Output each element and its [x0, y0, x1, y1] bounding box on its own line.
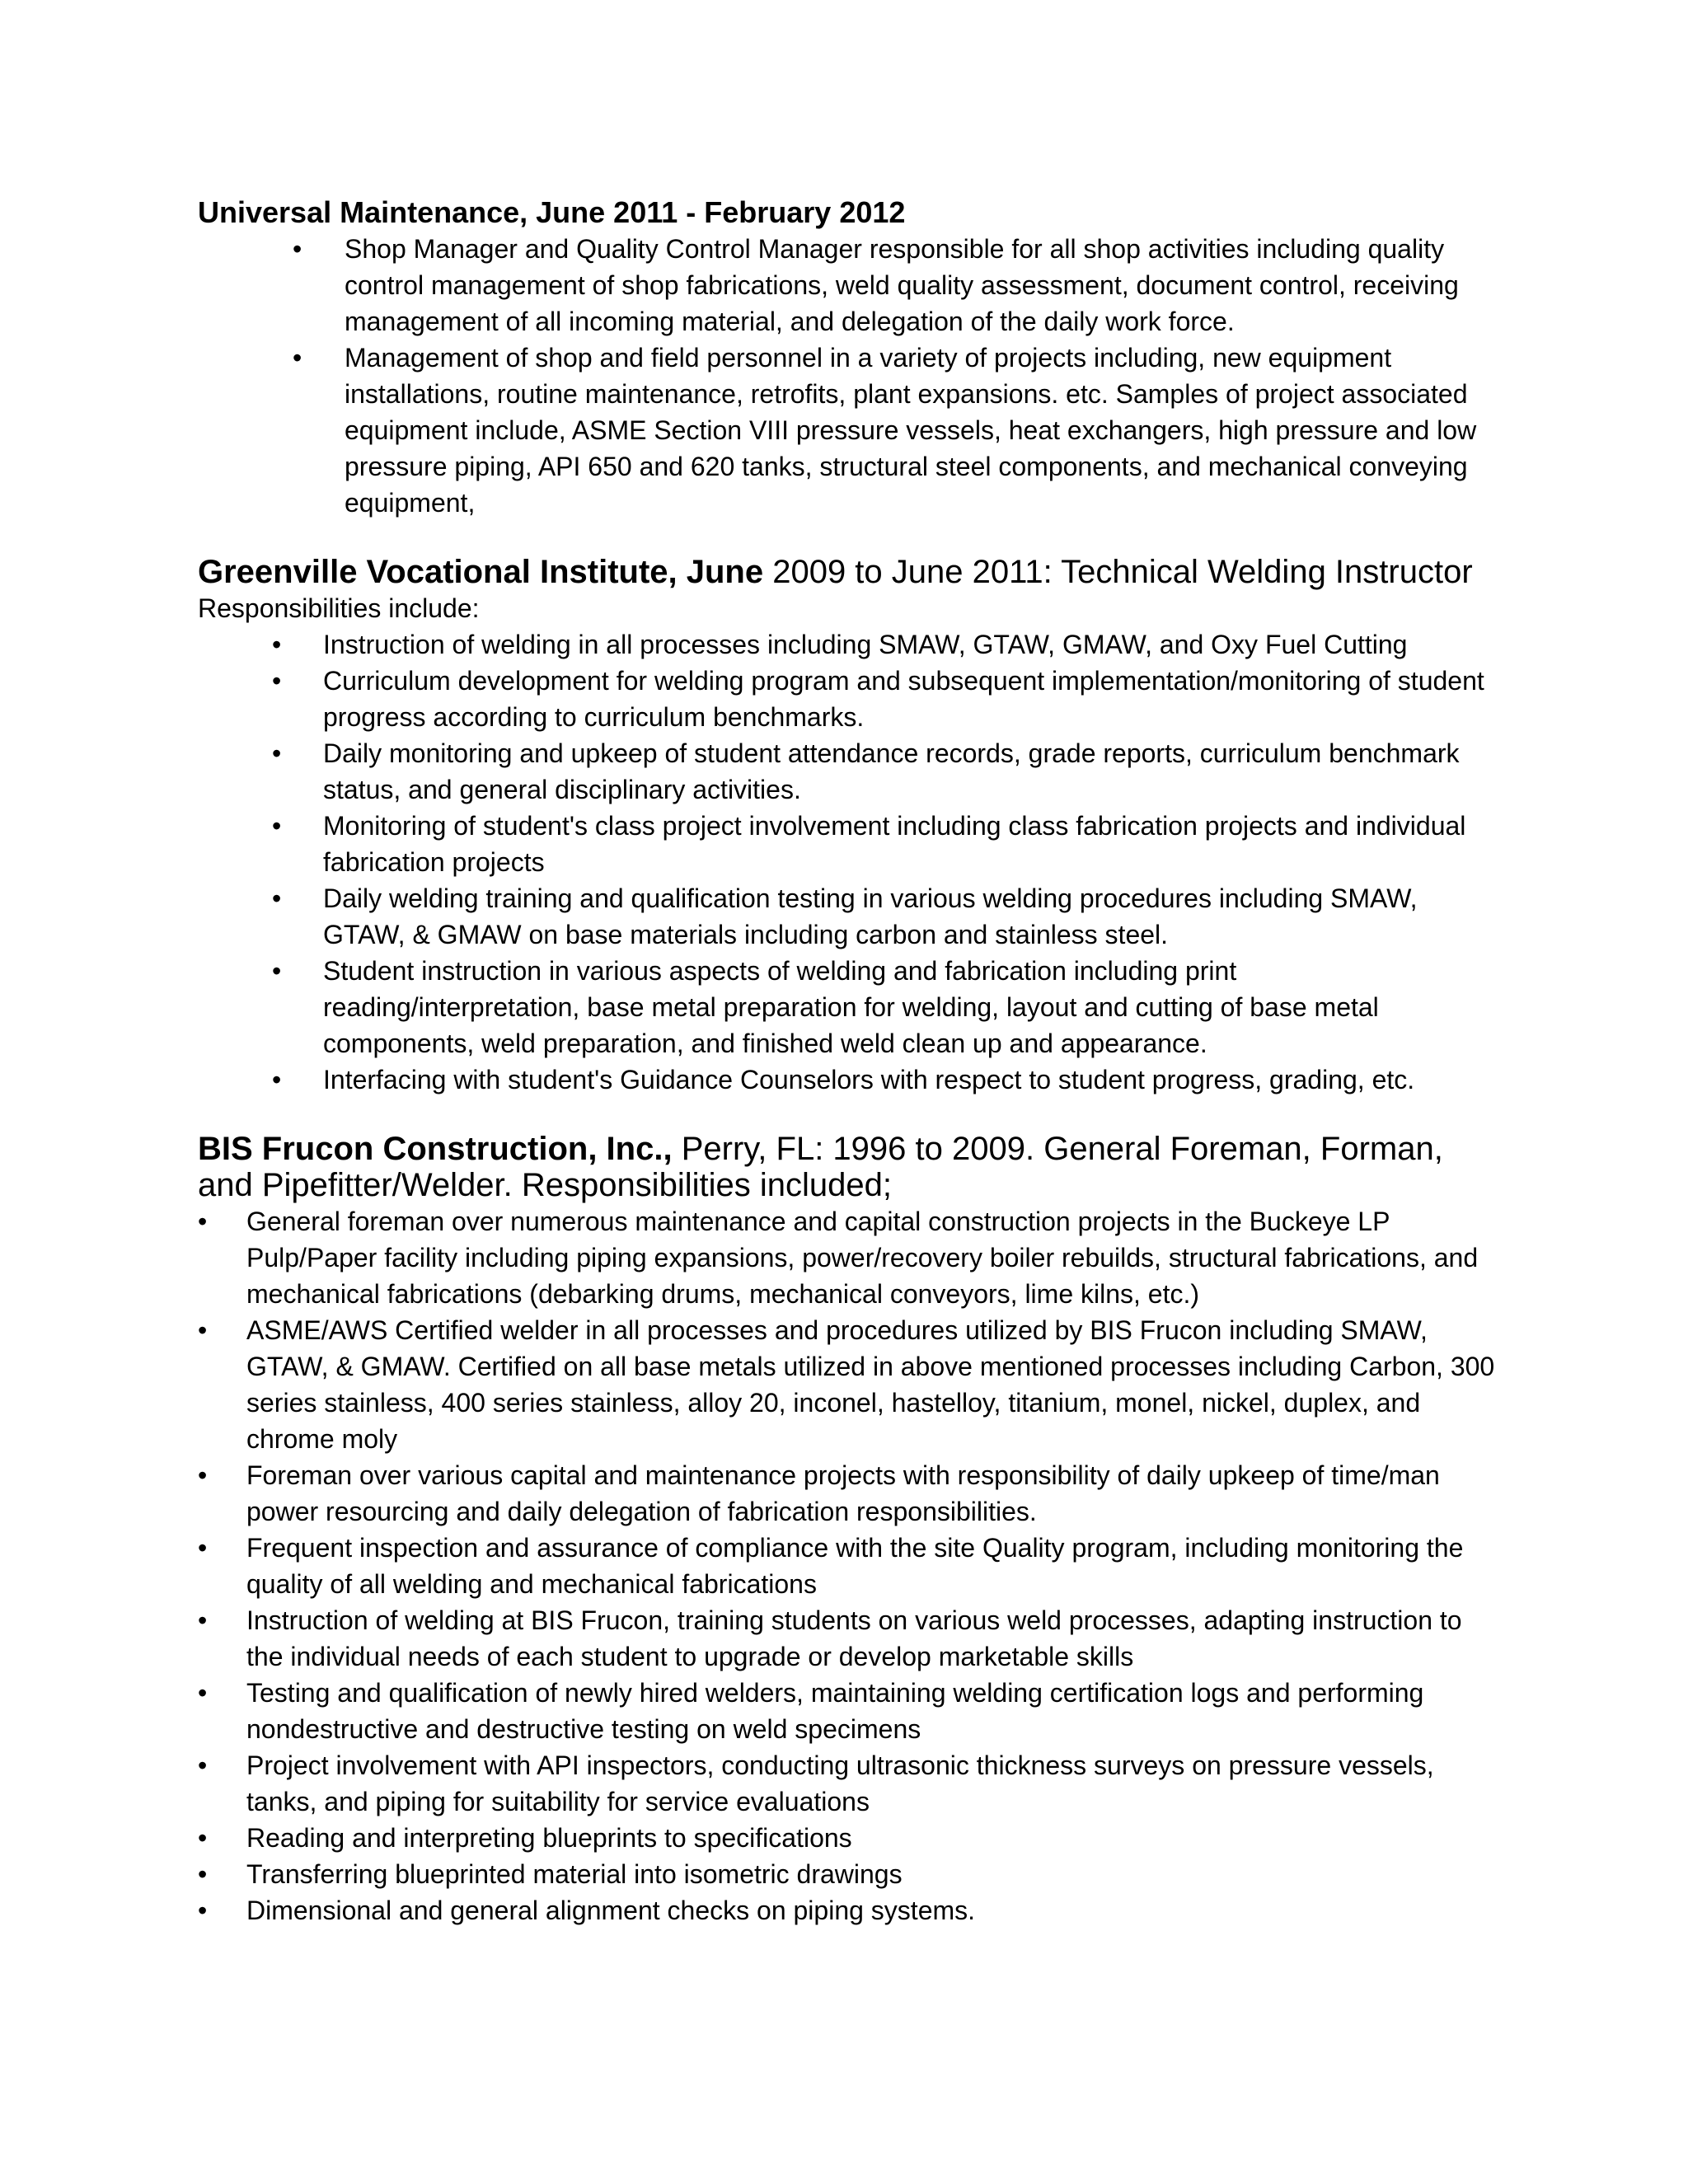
list-item-text: Curriculum development for welding program and subsequent implementation/monitoring of student progress according to curriculum benchmarks.: [323, 666, 1484, 732]
list-item: [198, 1062, 1500, 1098]
bullet-icon: •: [198, 1750, 208, 1780]
list-item: [198, 1856, 1500, 1892]
bullet-icon: •: [293, 234, 302, 264]
bullet-icon: •: [198, 1605, 208, 1635]
list-item: [198, 1203, 1500, 1312]
responsibility-list: [198, 626, 1500, 1098]
responsibility-list: [198, 231, 1500, 521]
list-item-text: Monitoring of student's class project involvement including class fabrication projects and individual fabrication projects: [323, 811, 1466, 877]
bullet-icon: •: [198, 1859, 208, 1889]
list-item-text: Daily monitoring and upkeep of student attendance records, grade reports, curriculum benchmark status, and general disciplinary activities.: [323, 738, 1460, 804]
bullet-icon: •: [198, 1207, 208, 1236]
list-item: [198, 1675, 1500, 1747]
bullet-icon: •: [198, 1315, 208, 1345]
bullet-icon: •: [198, 1896, 208, 1925]
list-item-text: Management of shop and field personnel in a variety of projects including, new equipment installations, routine maintenance, retrofits, plant expansions. etc. Samples of project associated equipment include, ASME Section VIII pressure vessels, heat exchangers, high pressure and low pressure piping, API 650 and 620 tanks, structural steel components, and mechanical conveying equipment,: [345, 343, 1477, 518]
bullet-icon: •: [272, 630, 282, 659]
list-item: [198, 663, 1500, 735]
job-greenville-vocational: [198, 554, 1500, 1098]
list-item-text: Testing and qualification of newly hired welders, maintaining welding certification logs and performing nondestructive and destructive testing on weld specimens: [246, 1678, 1424, 1744]
list-item-text: Shop Manager and Quality Control Manager responsible for all shop activities including quality control management of shop fabrications, weld quality assessment, document control, receiving management of all incoming material, and delegation of the daily work force.: [345, 234, 1459, 336]
bullet-icon: •: [198, 1678, 208, 1708]
list-item-text: Foreman over various capital and maintenance projects with responsibility of daily upkeep of time/man power resourcing and daily delegation of fabrication responsibilities.: [246, 1460, 1440, 1526]
job-heading-detail: Perry, FL: 1996 to 2009. General Foreman, Forman, and Pipefitter/Welder. Responsibilities included;: [198, 1131, 1443, 1203]
list-item-text: Reading and interpreting blueprints to specifications: [246, 1823, 852, 1853]
list-item: [198, 1747, 1500, 1820]
list-item-text: Student instruction in various aspects of welding and fabrication including print reading/interpretation, base metal preparation for welding, layout and cutting of base metal components, weld preparation, and finished weld clean up and appearance.: [323, 956, 1379, 1058]
job-heading: [198, 554, 1500, 590]
list-item-text: Dimensional and general alignment checks on piping systems.: [246, 1896, 976, 1925]
bullet-icon: •: [198, 1460, 208, 1490]
list-item: [198, 1820, 1500, 1856]
list-item-text: Transferring blueprinted material into isometric drawings: [246, 1859, 903, 1889]
list-item: [198, 1312, 1500, 1457]
job-heading: Universal Maintenance, June 2011 - February 2012: [198, 195, 906, 229]
list-item: [198, 808, 1500, 880]
job-heading-org: BIS Frucon Construction, Inc.,: [198, 1131, 673, 1167]
list-item-text: Frequent inspection and assurance of compliance with the site Quality program, including monitoring the quality of all welding and mechanical fabrications: [246, 1533, 1464, 1599]
bullet-icon: •: [272, 956, 282, 986]
bullet-icon: •: [272, 738, 282, 768]
list-item: [198, 340, 1500, 521]
list-item: [198, 231, 1500, 340]
bullet-icon: •: [272, 666, 282, 696]
job-universal-maintenance: [198, 194, 1500, 521]
list-item: [198, 1602, 1500, 1675]
list-item-text: Instruction of welding in all processes including SMAW, GTAW, GMAW, and Oxy Fuel Cutting: [323, 630, 1408, 659]
list-item-text: Interfacing with student's Guidance Counselors with respect to student progress, grading, etc.: [323, 1065, 1415, 1094]
job-heading: [198, 1131, 1500, 1203]
list-item: [198, 1530, 1500, 1602]
list-item: [198, 880, 1500, 953]
job-heading-org: Greenville Vocational Institute, June: [198, 554, 764, 590]
bullet-icon: •: [272, 1065, 282, 1094]
list-item-text: ASME/AWS Certified welder in all processes and procedures utilized by BIS Frucon including SMAW, GTAW, & GMAW. Certified on all base metals utilized in above mentioned processes including Carbon, 300 series stainless, 400 series stainless, alloy 20, inconel, hastelloy, titanium, monel, nickel, duplex, and chrome moly: [246, 1315, 1495, 1454]
list-item-text: Daily welding training and qualification testing in various welding procedures including SMAW, GTAW, & GMAW on base materials including carbon and stainless steel.: [323, 883, 1418, 949]
responsibility-list: [198, 1203, 1500, 1929]
list-item: [198, 735, 1500, 808]
bullet-icon: •: [198, 1533, 208, 1563]
list-item-text: Project involvement with API inspectors, conducting ultrasonic thickness surveys on pressure vessels, tanks, and piping for suitability for service evaluations: [246, 1750, 1434, 1816]
list-item: [198, 626, 1500, 663]
list-item: [198, 1457, 1500, 1530]
job-bis-frucon: [198, 1131, 1500, 1929]
list-item-text: Instruction of welding at BIS Frucon, training students on various weld processes, adapting instruction to the individual needs of each student to upgrade or develop marketable skills: [246, 1605, 1462, 1671]
bullet-icon: •: [272, 811, 282, 841]
list-item-text: General foreman over numerous maintenance and capital construction projects in the Buckeye LP Pulp/Paper facility including piping expansions, power/recovery boiler rebuilds, structural fabrications, and mechanical fabrications (debarking drums, mechanical conveyors, lime kilns, etc.): [246, 1207, 1479, 1309]
job-heading-detail: 2009 to June 2011: Technical Welding Instructor: [763, 554, 1473, 590]
bullet-icon: •: [272, 883, 282, 913]
list-item: [198, 1892, 1500, 1929]
bullet-icon: •: [293, 343, 302, 373]
list-item: [198, 953, 1500, 1062]
bullet-icon: •: [198, 1823, 208, 1853]
responsibilities-intro: Responsibilities include:: [198, 593, 480, 623]
